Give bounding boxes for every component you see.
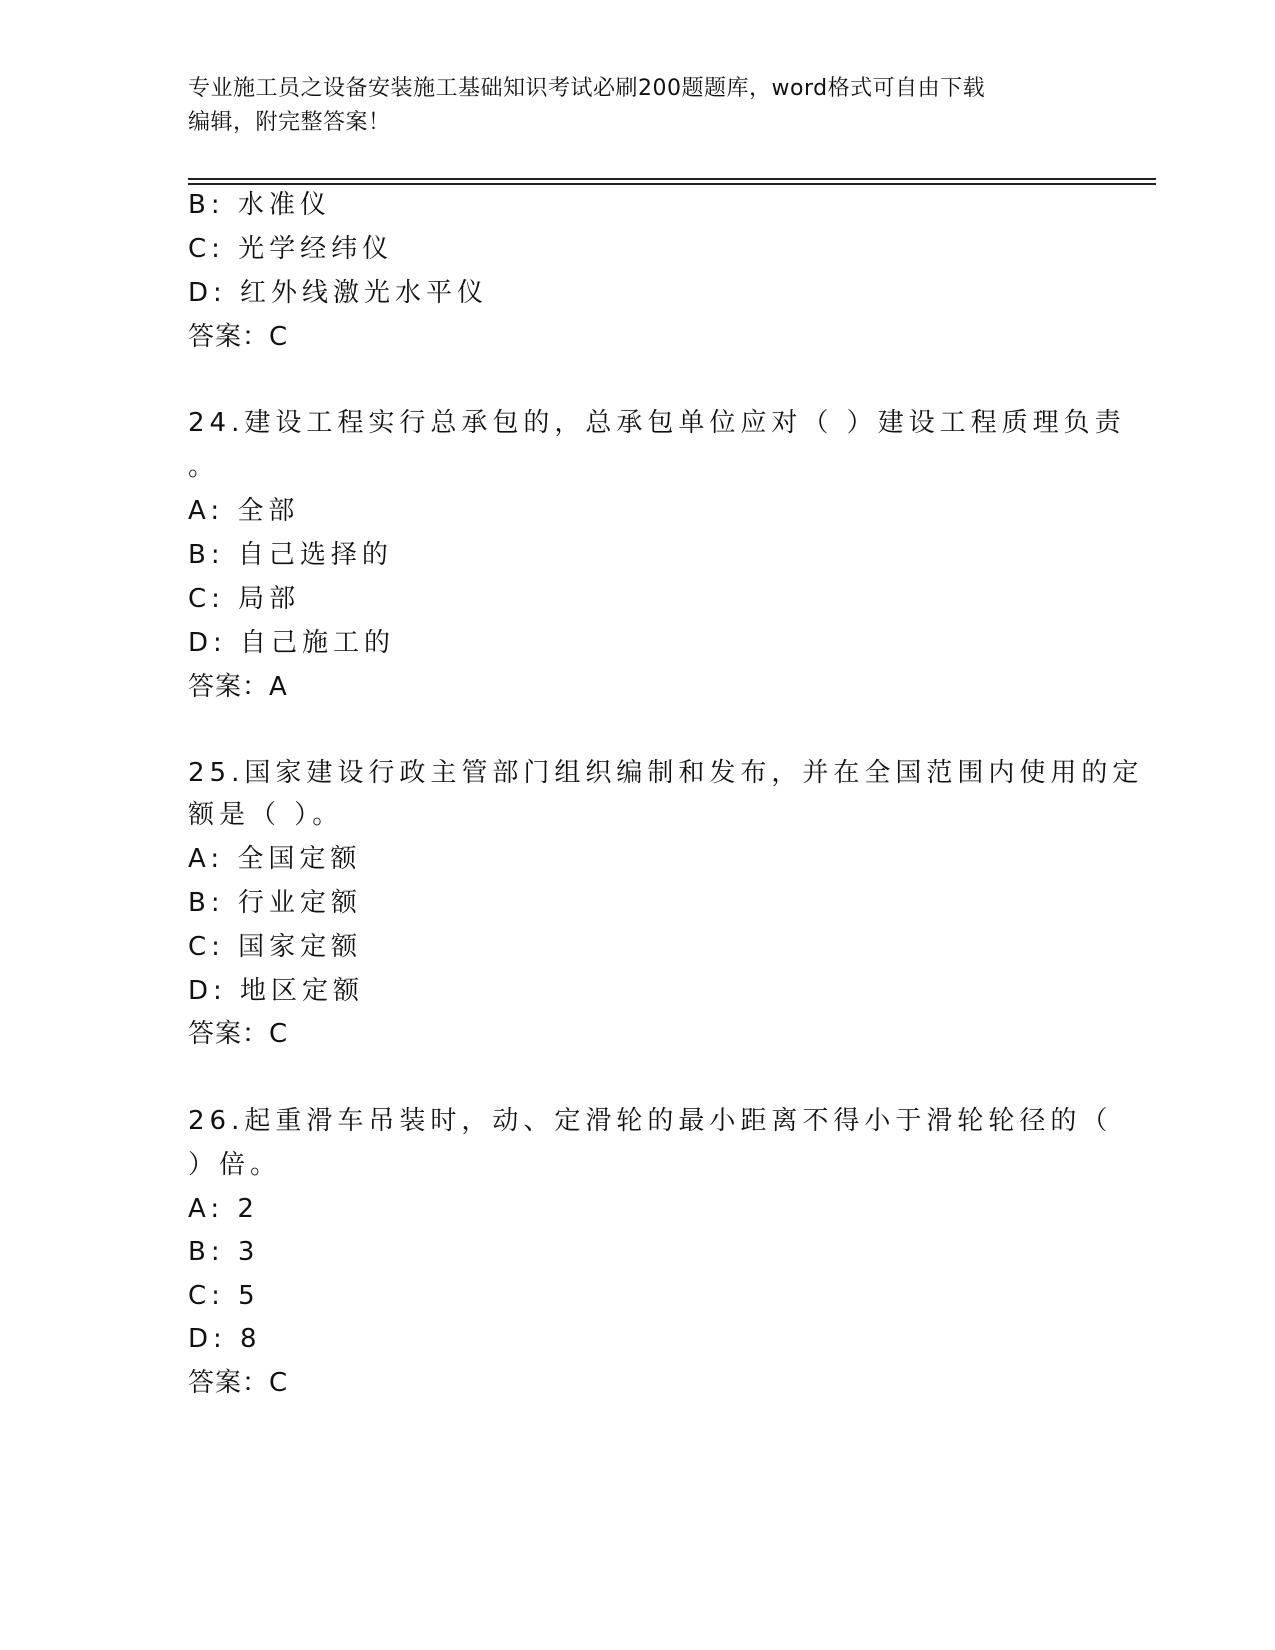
q26-stem-line-1: 26.起重滑车吊装时，动、定滑轮的最小距离不得小于滑轮轮径的（ (188, 1106, 1113, 1136)
header-line-1: 专业施工员之设备安装施工基础知识考试必刷200题题库，word格式可自由下载 (188, 76, 986, 101)
header-divider-bottom (188, 183, 1156, 185)
document-header (188, 72, 1078, 140)
q25-option-d: D: 地区定额 (188, 976, 365, 1006)
q26-option-c: C: 5 (188, 1281, 260, 1311)
q26-option-d: D: 8 (188, 1324, 262, 1354)
q25-option-c: C: 国家定额 (188, 932, 363, 962)
q26-answer: 答案：C (188, 1368, 289, 1398)
q23-option-c: C: 光学经纬仪 (188, 234, 394, 264)
q24-answer: 答案：A (188, 672, 288, 702)
q23-answer: 答案：C (188, 322, 289, 352)
q25-option-b: B: 行业定额 (188, 888, 362, 918)
q25-stem-line-1: 25.国家建设行政主管部门组织编制和发布，并在全国范围内使用的定 (188, 758, 1144, 788)
q25-answer: 答案：C (188, 1019, 289, 1049)
q23-option-d: D: 红外线激光水平仪 (188, 278, 489, 308)
q24-option-a: A: 全部 (188, 496, 300, 526)
q24-option-b: B: 自己选择的 (188, 540, 393, 570)
header-divider-top (188, 178, 1156, 180)
q26-stem-line-2: ）倍。 (188, 1150, 282, 1180)
q25-option-a: A: 全国定额 (188, 844, 362, 874)
header-line-2: 编辑，附完整答案！ (188, 110, 391, 135)
q24-option-c: C: 局部 (188, 584, 301, 614)
q23-option-b: B: 水准仪 (188, 190, 331, 220)
q25-stem-line-2: 额是（ ）。 (188, 800, 344, 830)
q26-option-b: B: 3 (188, 1237, 260, 1267)
q26-option-a: A: 2 (188, 1194, 259, 1224)
q24-stem-line-1: 24.建设工程实行总承包的，总承包单位应对（ ）建设工程质理负责 (188, 408, 1126, 438)
q24-option-d: D: 自己施工的 (188, 628, 396, 658)
q24-stem-line-2: 。 (188, 452, 220, 482)
